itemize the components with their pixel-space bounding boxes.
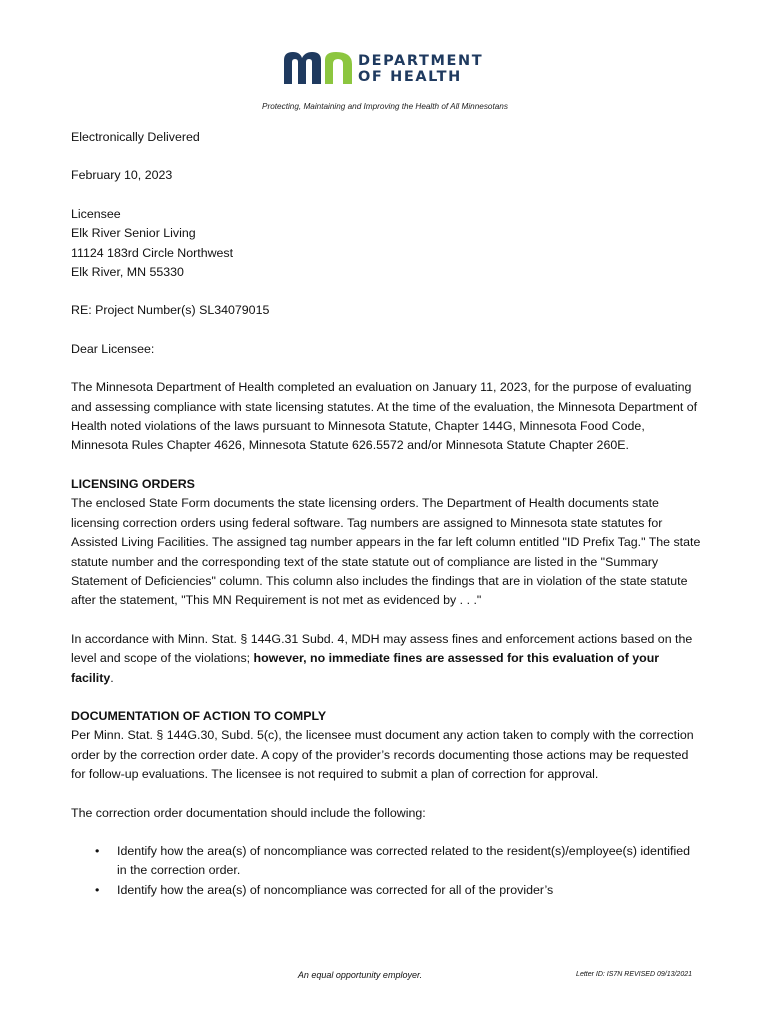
- documentation-list: [71, 842, 703, 900]
- list-item: [95, 881, 703, 900]
- recipient-address: [71, 205, 703, 283]
- address-line: Licensee: [71, 206, 121, 221]
- fines-bold-text: however, no immediate fines are assessed for this evaluation of your facility: [71, 651, 660, 685]
- documentation-heading: DOCUMENTATION OF ACTION TO COMPLY: [71, 708, 327, 723]
- fines-end: .: [110, 670, 114, 685]
- footer-letter-id: Letter ID: IS7N REVISED 09/13/2021: [576, 971, 692, 978]
- list-item: [95, 842, 703, 881]
- documentation-section: [71, 707, 703, 785]
- re-line: RE: Project Number(s) SL34079015: [71, 303, 270, 318]
- licensing-orders-section: [71, 475, 703, 611]
- delivery-method: Electronically Delivered: [71, 130, 200, 144]
- bullet-icon: •: [95, 843, 100, 858]
- intro-paragraph: The Minnesota Department of Health completed an evaluation on January 11, 2023, for the purpose of evaluating and assessing compliance with state licensing statutes. At the time of the evaluation, the Minnesota Department of Health noted violations of the laws pursuant to Minnesota Statute, Chapter 144G, Minnesota Food Code, Minnesota Rules Chapter 4626, Minnesota Statute 626.5572 and/or Minnesota Statute Chapter 260E.: [71, 380, 698, 453]
- documentation-text: Per Minn. Stat. § 144G.30, Subd. 5(c), the licensee must document any action taken to comply with the correction order by the correction order date. A copy of the provider’s records documenting those actions may be requested for follow-up evaluations. The licensee is not required to submit a plan of correction for approval.: [71, 728, 694, 782]
- address-line: 11124 183rd Circle Northwest: [71, 245, 234, 260]
- licensing-orders-text: The enclosed State Form documents the state licensing orders. The Department of Health documents state licensing correction orders using federal software. Tag numbers are assigned to Minnesota state statutes for Assisted Living Facilities. The assigned tag number appears in the far left column entitled "ID Prefix Tag." The state statute number and the corresponding text of the state statute out of compliance are listed in the "Summary Statement of Deficiencies" column. This column also includes the findings that are in violation of the state statute after the statement, "This MN Requirement is not met as evidenced by . . .": [71, 496, 701, 608]
- salutation: Dear Licensee:: [71, 341, 155, 356]
- bullet-icon: •: [95, 882, 100, 897]
- letter-body: [71, 128, 703, 900]
- footer-equal-opportunity: An equal opportunity employer.: [297, 970, 423, 980]
- letter-date: February 10, 2023: [71, 168, 173, 183]
- mn-logo-mark-icon: [284, 50, 356, 86]
- address-line: Elk River Senior Living: [71, 226, 196, 241]
- fines-paragraph: [71, 630, 703, 688]
- list-item-text: Identify how the area(s) of noncompliance was corrected for all of the provider’s: [117, 882, 554, 897]
- tagline: Protecting, Maintaining and Improving the Health of All Minnesotans: [262, 102, 508, 111]
- logo-text-line1: DEPARTMENT: [358, 53, 484, 69]
- logo-text-line2: OF HEALTH: [358, 69, 462, 85]
- list-item-text: Identify how the area(s) of noncompliance was corrected related to the resident(s)/employee(s) identified in the correction order.: [117, 843, 691, 878]
- licensing-orders-heading: LICENSING ORDERS: [71, 476, 195, 491]
- fines-text: In accordance with Minn. Stat. § 144G.31 Subd. 4, MDH may assess fines and enforcement actions based on the level and scope of the violations;: [71, 631, 693, 666]
- address-line: Elk River, MN 55330: [71, 265, 184, 280]
- list-intro: The correction order documentation should include the following:: [71, 805, 426, 820]
- mdh-logo: [284, 50, 494, 88]
